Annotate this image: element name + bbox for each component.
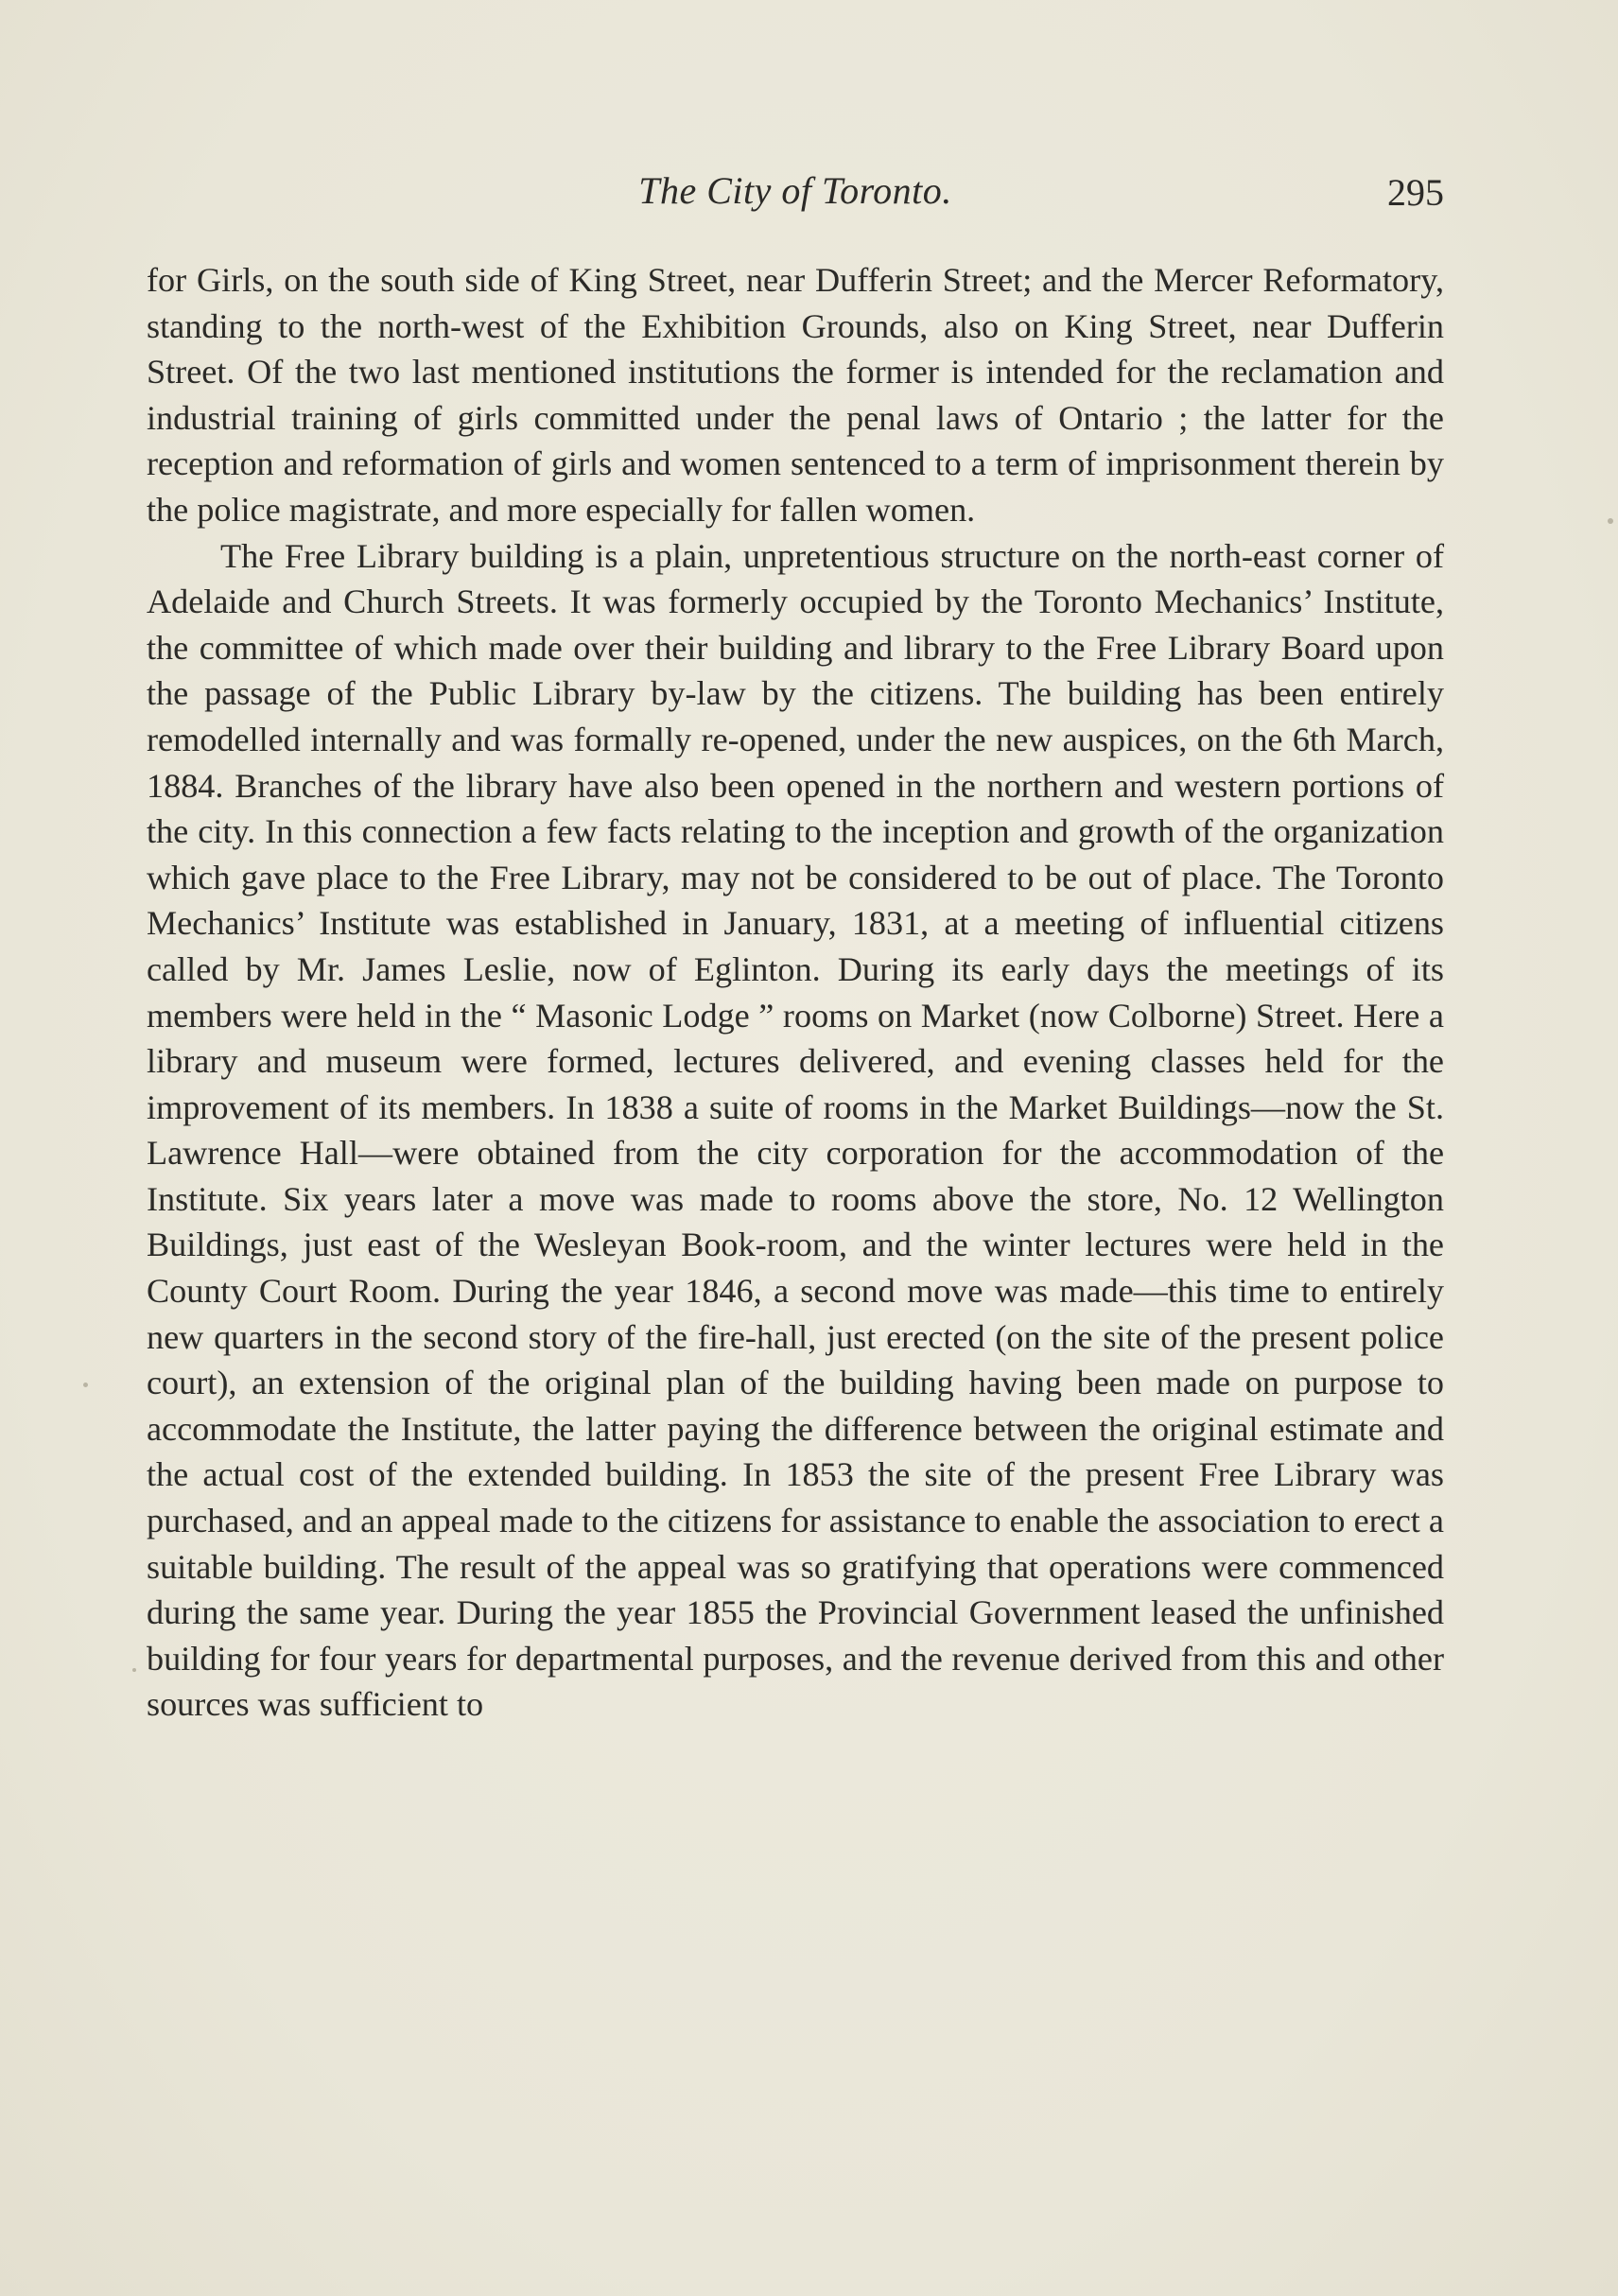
page-number: 295 — [1387, 171, 1444, 214]
running-title: The City of Toronto. — [638, 169, 952, 212]
paper-speck — [132, 1668, 136, 1672]
paragraph-continuation: for Girls, on the south side of King Street, near Dufferin Street; and the Mercer Reformatory, standing to the north-west of the Exhibition Grounds, also on King Street, near Dufferin Street. Of the two last mentioned institutions the former is intended for the reclamation and industrial training of girls committed under the penal laws of Ontario ; the latter for the reception and reformation of girls and women sentenced to a term of imprisonment therein by the police magistrate, and more especially for fallen women. — [147, 261, 1444, 529]
paragraph-free-library: The Free Library building is a plain, unpretentious structure on the north-east corner of Adelaide and Church Streets. It was formerly occupied by the Toronto Mechanics’ Institute, the committee of which made over their building and library to the Free Library Board upon the passage of the Public Library by-law by the citizens. The building has been entirely remodelled internally and was formally re-opened, under the new auspices, on the 6th March, 1884. Branches of the library have also been opened in the northern and western portions of the city. In this connection a few facts relating to the inception and growth of the organization which gave place to the Free Library, may not be considered to be out of place. The Toronto Mechanics’ Institute was established in January, 1831, at a meeting of influential citizens called by Mr. James Leslie, now of Eglinton. During its early days the meetings of its members were held in the “ Masonic Lodge ” rooms on Market (now Colborne) Street. Here a library and museum were formed, lectures delivered, and evening classes held for the improvement of its members. In 1838 a suite of rooms in the Market Buildings—now the St. Lawrence Hall—were obtained from the city corporation for the accommodation of the Institute. Six years later a move was made to rooms above the store, No. 12 Wellington Buildings, just east of the Wesleyan Book-room, and the winter lectures were held in the County Court Room. During the year 1846, a second move was made—this time to entirely new quarters in the second story of the fire-hall, just erected (on the site of the present police court), an extension of the original plan of the building having been made on purpose to accommodate the Institute, the latter paying the difference between the original estimate and the actual cost of the extended building. In 1853 the site of the present Free Library was purchased, and an appeal made to the citizens for assistance to enable the association to erect a suitable building. The result of the appeal was so gratifying that operations were commenced during the same year. During the year 1855 the Provincial Government leased the unfinished building for four years for departmental purposes, and the revenue derived from this and other sources was sufficient to — [147, 536, 1444, 1724]
page-header — [147, 168, 1444, 225]
paper-speck — [83, 1383, 88, 1387]
paper-speck — [1608, 518, 1613, 524]
body-text — [147, 257, 1444, 1728]
